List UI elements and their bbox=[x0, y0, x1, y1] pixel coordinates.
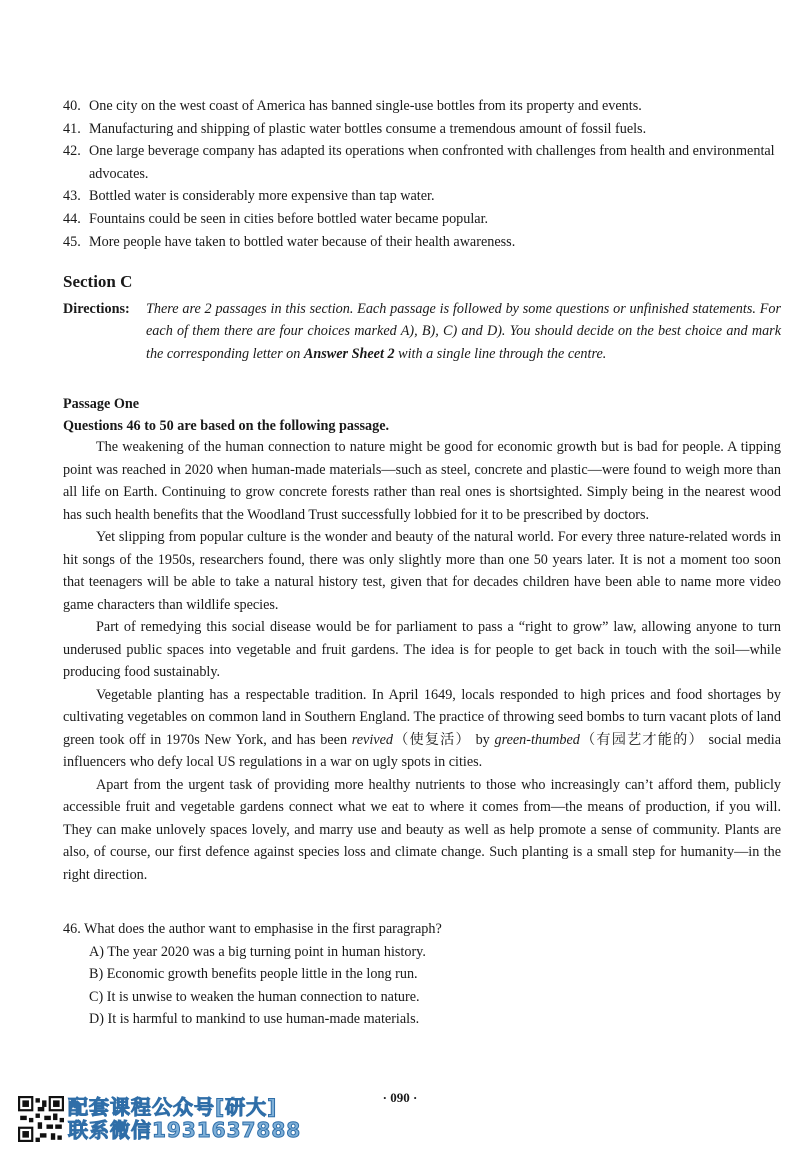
section-title: Section C bbox=[63, 272, 133, 291]
paragraph-2: Yet slipping from popular culture is the wonder and beauty of the natural world. For every three nature-related words in hit songs of the 1950s, researchers found, there was only slightly more than one 50 years later. It is not a moment too soon that teenagers will be able to take a natural history test, given that for decades children have been able to name more video game characters than wildlife species. bbox=[63, 529, 781, 613]
item-number: 43. bbox=[63, 188, 81, 205]
item-number: 40. bbox=[63, 98, 81, 114]
option-d: D) It is harmful to mankind to use human-made materials. bbox=[89, 1011, 420, 1028]
gloss: （有园艺才能的） bbox=[579, 731, 704, 748]
word-green-thumbed: green-thumbed bbox=[494, 731, 580, 748]
watermark-line-2: 联系微信1931637888 bbox=[68, 1118, 302, 1142]
question-46 bbox=[63, 918, 781, 1031]
item-number: 45. bbox=[63, 233, 81, 250]
item-text: One large beverage company has adapted its operations when confronted with challenges from health and environmental advocates. bbox=[89, 143, 775, 182]
option-c: C) It is unwise to weaken the human connection to nature. bbox=[89, 988, 420, 1005]
directions-part: with a single line through the centre. bbox=[394, 345, 607, 362]
item-number: 41. bbox=[63, 120, 81, 137]
answer-sheet-label: Answer Sheet 2 bbox=[303, 345, 395, 362]
paragraph-1: The weakening of the human connection to nature might be good for economic growth but is bad for people. A tipping point was reached in 2020 when human-made materials—such as steel, concrete and plastic—were found to weigh more than all life on Earth. Continuing to grow concrete forests rather than real ones is shortsighted. Simply being in the nearest wood has such health benefits that the Woodland Trust successfully lobbied for it to be prescribed by doctors. bbox=[63, 439, 781, 523]
passage-heading bbox=[63, 393, 389, 438]
directions bbox=[63, 298, 781, 365]
paragraph-3: Part of remedying this social disease would be for parliament to pass a “right to grow” law, allowing anyone to turn underused public spaces into vegetable and fruit gardens. The idea is for people to get back in touch with the soil—while producing food sustainably. bbox=[63, 619, 781, 680]
list-item bbox=[63, 208, 783, 231]
word-revived: revived bbox=[351, 731, 393, 748]
watermark-line-1: 配套课程公众号[研大] bbox=[68, 1095, 278, 1119]
item-text: More people have taken to bottled water because of their health awareness. bbox=[89, 233, 516, 250]
item-text: Manufacturing and shipping of plastic water bottles consume a tremendous amount of fossil fuels. bbox=[89, 120, 647, 137]
paragraph-4: Vegetable planting has a respectable tradition. In April 1649, locals responded to high prices and food shortages by cultivating vegetables on common land in Southern England. The practice of throwing seed bombs to turn vacant plots of land green took off in 1970s New York, and has been revived（使复活） by green-thumbed（有园艺才能的） social media influencers who defy local US regulations in a war on ugly spots in cities. bbox=[63, 686, 781, 770]
directions-part: There are 2 passages in this section. Each passage is followed by some questions or unfinished statements. For each of them there are four choices marked A), B), C) and D). You should decide on the best choice and mark the corresponding letter on bbox=[146, 301, 781, 362]
passage-title: Passage One bbox=[63, 396, 140, 412]
item-text: One city on the west coast of America has banned single-use bottles from its property and events. bbox=[89, 98, 642, 114]
gloss: （使复活） bbox=[392, 731, 471, 748]
list-item bbox=[63, 231, 783, 254]
option-b: B) Economic growth benefits people little in the long run. bbox=[89, 966, 418, 983]
passage-body bbox=[63, 436, 781, 886]
item-text: Bottled water is considerably more expensive than tap water. bbox=[89, 188, 435, 205]
paragraph-5: Apart from the urgent task of providing more healthy nutrients to those who increasingly can’t afford them, publicly accessible fruit and vegetable gardens connect what we eat to where it comes from—the means of production, if you will. They can make unlovely spaces lovely, and marry use and beauty as well as help promote a sense of community. Plants are also, of course, our first defence against species loss and climate change. Such planting is a small step for humanity—in the right direction. bbox=[63, 776, 781, 883]
passage-subtitle: Questions 46 to 50 are based on the following passage. bbox=[63, 418, 390, 435]
list-item bbox=[63, 118, 783, 141]
page-number: · 090 · bbox=[382, 1090, 418, 1105]
item-text: Fountains could be seen in cities before bottled water became popular. bbox=[89, 210, 489, 227]
item-number: 44. bbox=[63, 210, 81, 227]
question-list-40-45 bbox=[63, 95, 783, 253]
directions-label: Directions: bbox=[63, 301, 130, 317]
qr-code-icon bbox=[18, 1096, 64, 1142]
list-item bbox=[63, 140, 783, 185]
item-number: 42. bbox=[63, 143, 81, 160]
question-stem: 46. What does the author want to emphasise in the first paragraph? bbox=[63, 921, 442, 937]
list-item bbox=[63, 185, 783, 208]
list-item bbox=[63, 95, 783, 118]
watermark-stamp bbox=[18, 1096, 318, 1146]
directions-text bbox=[146, 298, 781, 365]
option-a: A) The year 2020 was a big turning point in human history. bbox=[89, 943, 426, 960]
